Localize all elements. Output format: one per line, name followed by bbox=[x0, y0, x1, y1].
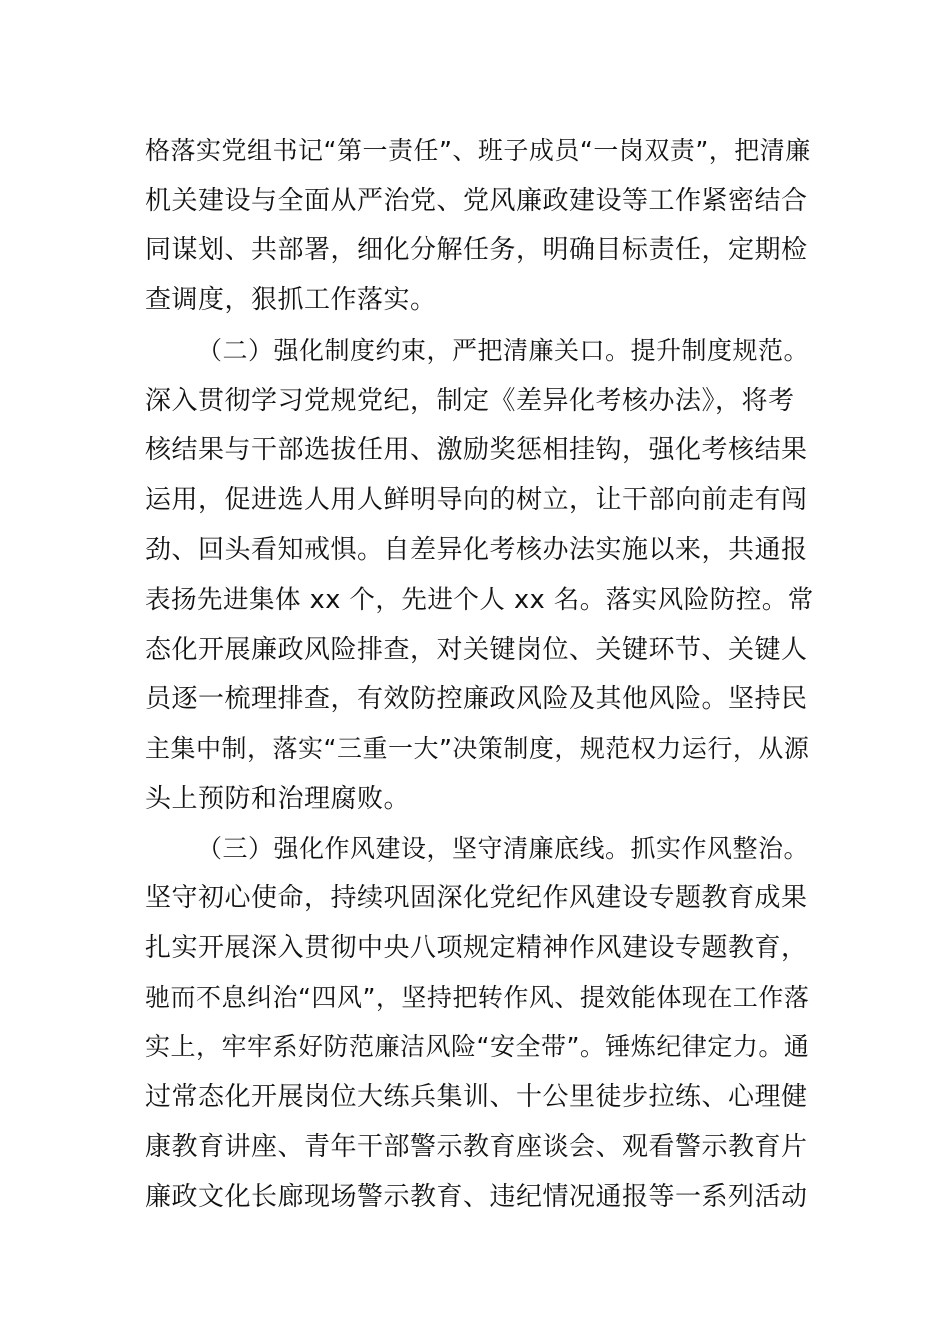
text-line: 廉政文化长廊现场警示教育、违纪情况通报等一系列活动 bbox=[145, 1182, 808, 1212]
text-line: 格落实党组书记“第一责任”、班子成员“一岗双责”，把清廉 bbox=[145, 136, 811, 165]
text-line: 机关建设与全面从严治党、党风廉政建设等工作紧密结合 bbox=[145, 186, 808, 216]
text-line: 劲、回头看知戒惧。自差异化考核办法实施以来，共通报 bbox=[145, 535, 808, 565]
text-line: 头上预防和治理腐败。 bbox=[145, 784, 411, 814]
section-heading-line: （二）强化制度约束，严把清廉关口。提升制度规范。 bbox=[197, 336, 810, 365]
text-line: 员逐一梳理排查，有效防控廉政风险及其他风险。坚持民 bbox=[145, 684, 808, 714]
text-line: 坚守初心使命，持续巩固深化党纪作风建设专题教育成果 bbox=[145, 883, 808, 913]
text-line: 态化开展廉政风险排查，对关键岗位、关键环节、关键人 bbox=[145, 635, 808, 665]
text-line: 康教育讲座、青年干部警示教育座谈会、观看警示教育片 bbox=[145, 1132, 808, 1162]
text-line: 核结果与干部选拔任用、激励奖惩相挂钩，强化考核结果 bbox=[145, 435, 808, 465]
text-line: 主集中制，落实“三重一大”决策制度，规范权力运行，从源 bbox=[145, 734, 810, 763]
text-line: 深入贯彻学习党规党纪，制定《差异化考核办法》，将考 bbox=[145, 386, 795, 416]
text-line: 查调度，狠抓工作落实。 bbox=[145, 285, 437, 315]
text-line: 扎实开展深入贯彻中央八项规定精神作风建设专题教育， bbox=[145, 933, 808, 963]
text-line: 过常态化开展岗位大练兵集训、十公里徒步拉练、心理健 bbox=[145, 1082, 808, 1112]
text-line: 表扬先进集体 xx 个，先进个人 xx 名。落实风险防控。常 bbox=[145, 585, 814, 615]
text-line: 运用，促进选人用人鲜明导向的树立，让干部向前走有闯 bbox=[145, 485, 808, 515]
text-line: 驰而不息纠治“四风”，坚持把转作风、提效能体现在工作落 bbox=[145, 983, 810, 1012]
text-line: 同谋划、共部署，细化分解任务，明确目标责任，定期检 bbox=[145, 235, 808, 265]
text-line: 实上，牢牢系好防范廉洁风险“安全带”。锤炼纪律定力。通 bbox=[145, 1032, 810, 1061]
section-heading-line: （三）强化作风建设，坚守清廉底线。抓实作风整治。 bbox=[197, 834, 810, 863]
